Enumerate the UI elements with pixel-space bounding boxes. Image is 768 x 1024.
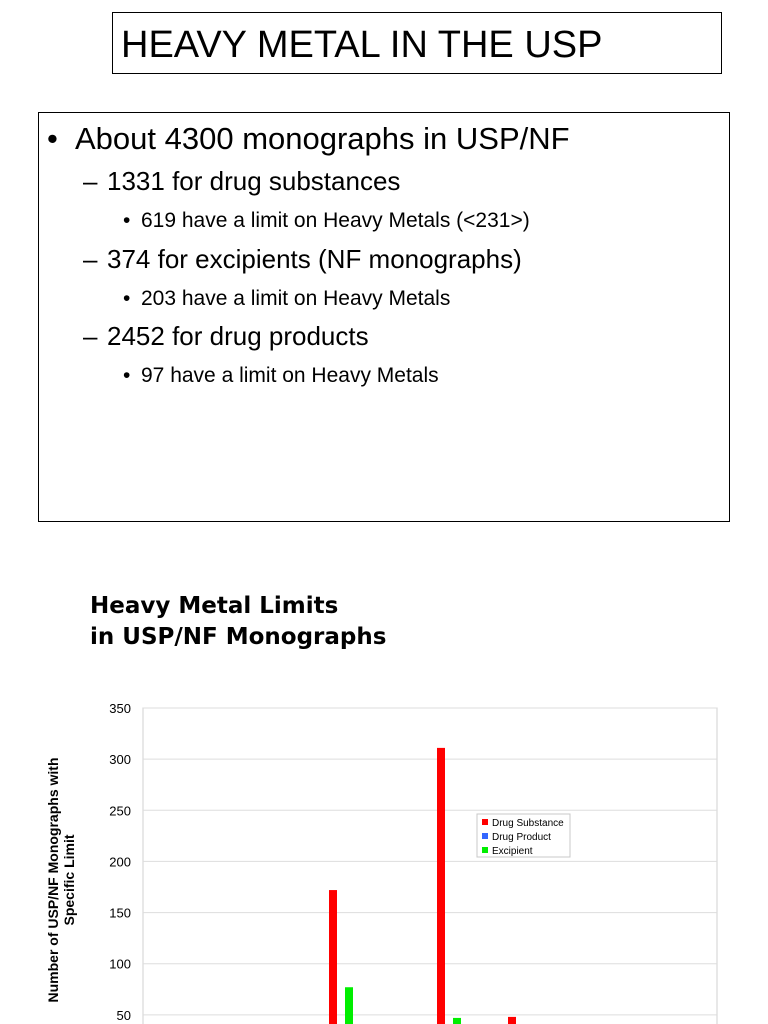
- y-tick-label: 100: [109, 956, 131, 972]
- y-tick-label: 350: [109, 701, 131, 716]
- plot-area: [143, 708, 717, 1024]
- bar-drug-substance: [329, 890, 337, 1024]
- bullet-level2: [83, 166, 400, 197]
- y-tick-label: 200: [109, 854, 131, 870]
- y-axis-title-line-1: Number of USP/NF Monographs with: [45, 757, 61, 1003]
- heavy-metal-bar-chart: [0, 680, 768, 1024]
- bullet-level2: [83, 321, 369, 352]
- bullet-level3: [123, 287, 450, 311]
- bar-drug-substance: [437, 748, 445, 1024]
- y-axis-title-line-2: Specific Limit: [61, 834, 77, 926]
- legend-swatch: [482, 847, 488, 853]
- bar-drug-substance: [508, 1017, 516, 1024]
- bullet-text: 203 have a limit on Heavy Metals: [141, 287, 451, 310]
- bullet-text: 1331 for drug substances: [107, 166, 401, 196]
- chart-title-line-1: Heavy Metal Limits: [90, 593, 339, 619]
- y-tick-label: 50: [116, 1007, 131, 1023]
- legend-swatch: [482, 833, 488, 839]
- bullet-text: 374 for excipients (NF monographs): [107, 244, 522, 274]
- y-axis-title: [45, 758, 77, 1003]
- chart-title-line-2: in USP/NF Monographs: [90, 624, 387, 650]
- y-tick-label: 150: [109, 905, 131, 921]
- legend-swatch: [482, 819, 488, 825]
- legend-label: Excipient: [492, 846, 533, 857]
- bullet-level3: [123, 209, 530, 233]
- bullet-marker: •: [123, 287, 131, 310]
- bullet-text: 97 have a limit on Heavy Metals: [141, 364, 439, 387]
- bullet-level2: [83, 244, 522, 275]
- bullet-marker: •: [47, 121, 58, 156]
- dash-marker: –: [83, 321, 98, 351]
- bar-excipient: [453, 1018, 461, 1024]
- slide-title: HEAVY METAL IN THE USP: [121, 24, 603, 66]
- bullet-level1: [47, 121, 570, 157]
- slide-title-box: [112, 12, 722, 74]
- bullet-text: 2452 for drug products: [107, 321, 369, 351]
- y-tick-label: 300: [109, 752, 131, 768]
- bar-excipient: [345, 987, 353, 1024]
- legend-label: Drug Substance: [492, 818, 564, 829]
- bullet-text: 619 have a limit on Heavy Metals (<231>): [141, 209, 530, 232]
- dash-marker: –: [83, 166, 98, 196]
- bullet-text: About 4300 monographs in USP/NF: [75, 121, 570, 156]
- y-tick-label: 250: [109, 803, 131, 819]
- bullet-box: [38, 112, 730, 522]
- bullet-marker: •: [123, 364, 131, 387]
- dash-marker: –: [83, 244, 98, 274]
- legend-label: Drug Product: [492, 832, 551, 843]
- bullet-marker: •: [123, 209, 131, 232]
- bullet-level3: [123, 364, 439, 388]
